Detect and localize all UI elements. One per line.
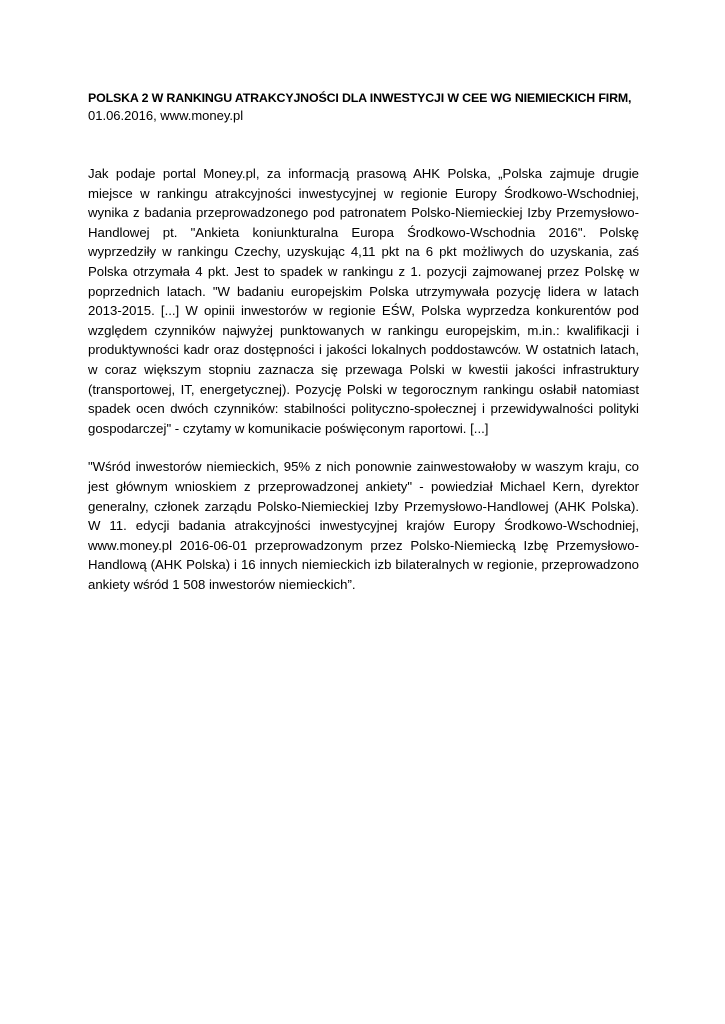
paragraph-1: Jak podaje portal Money.pl, za informacją prasową AHK Polska, „Polska zajmuje drugie miejsce w rankingu atrakcyjności inwestycyjnej w regionie Europy Środkowo-Wschodniej, wynika z badania przeprowadzonego pod patronatem Polsko-Niemieckiej Izby Przemysłowo-Handlowej pt. "Ankieta koniunkturalna Europa Środkowo-Wschodnia 2016". Polskę wyprzedziły w rankingu Czechy, uzyskując 4,11 pkt na 6 pkt możliwych do uzyskania, zaś Polska otrzymała 4 pkt. Jest to spadek w rankingu z 1. pozycji zajmowanej przez Polskę w poprzednich latach. "W badaniu europejskim Polska utrzymywała pozycję lidera w latach 2013-2015. [...] W opinii inwestorów w regionie EŚW, Polska wyprzedza konkurentów pod względem czynników najwyżej punktowanych w rankingu europejskim, m.in.: kwalifikacji i produktywności kadr oraz dostępności i jakości lokalnych poddostawców. W ostatnich latach, w coraz większym stopniu zaznacza się przewaga Polski w kwestii jakości infrastruktury (transportowej, IT, energetycznej). Pozycję Polski w tegorocznym rankingu osłabił natomiast spadek ocen dwóch czynników: stabilności polityczno-społecznej i przewidywalności polityki gospodarczej" - czytamy w komunikacie poświęconym raportowi. [...] <box>88 166 639 436</box>
document-source-line: 01.06.2016, www.money.pl <box>88 108 244 123</box>
paragraph-2: "Wśród inwestorów niemieckich, 95% z nich ponownie zainwestowałoby w waszym kraju, co jest głównym wnioskiem z przeprowadzonej ankiety" - powiedział Michael Kern, dyrektor generalny, członek zarządu Polsko-Niemieckiej Izby Przemysłowo-Handlowej (AHK Polska). W 11. edycji badania atrakcyjności inwestycyjnej krajów Europy Środkowo-Wschodniej, www.money.pl 2016-06-01 przeprowadzonym przez Polsko-Niemiecką Izbę Przemysłowo-Handlową (AHK Polska) i 16 innych niemieckich izb bilateralnych w regionie, przeprowadzono ankiety wśród 1 508 inwestorów niemieckich”. <box>88 459 639 592</box>
document-body <box>88 89 639 594</box>
document-title: POLSKA 2 W RANKINGU ATRAKCYJNOŚCI DLA INWESTYCJI W CEE WG NIEMIECKICH FIRM, <box>88 91 632 105</box>
